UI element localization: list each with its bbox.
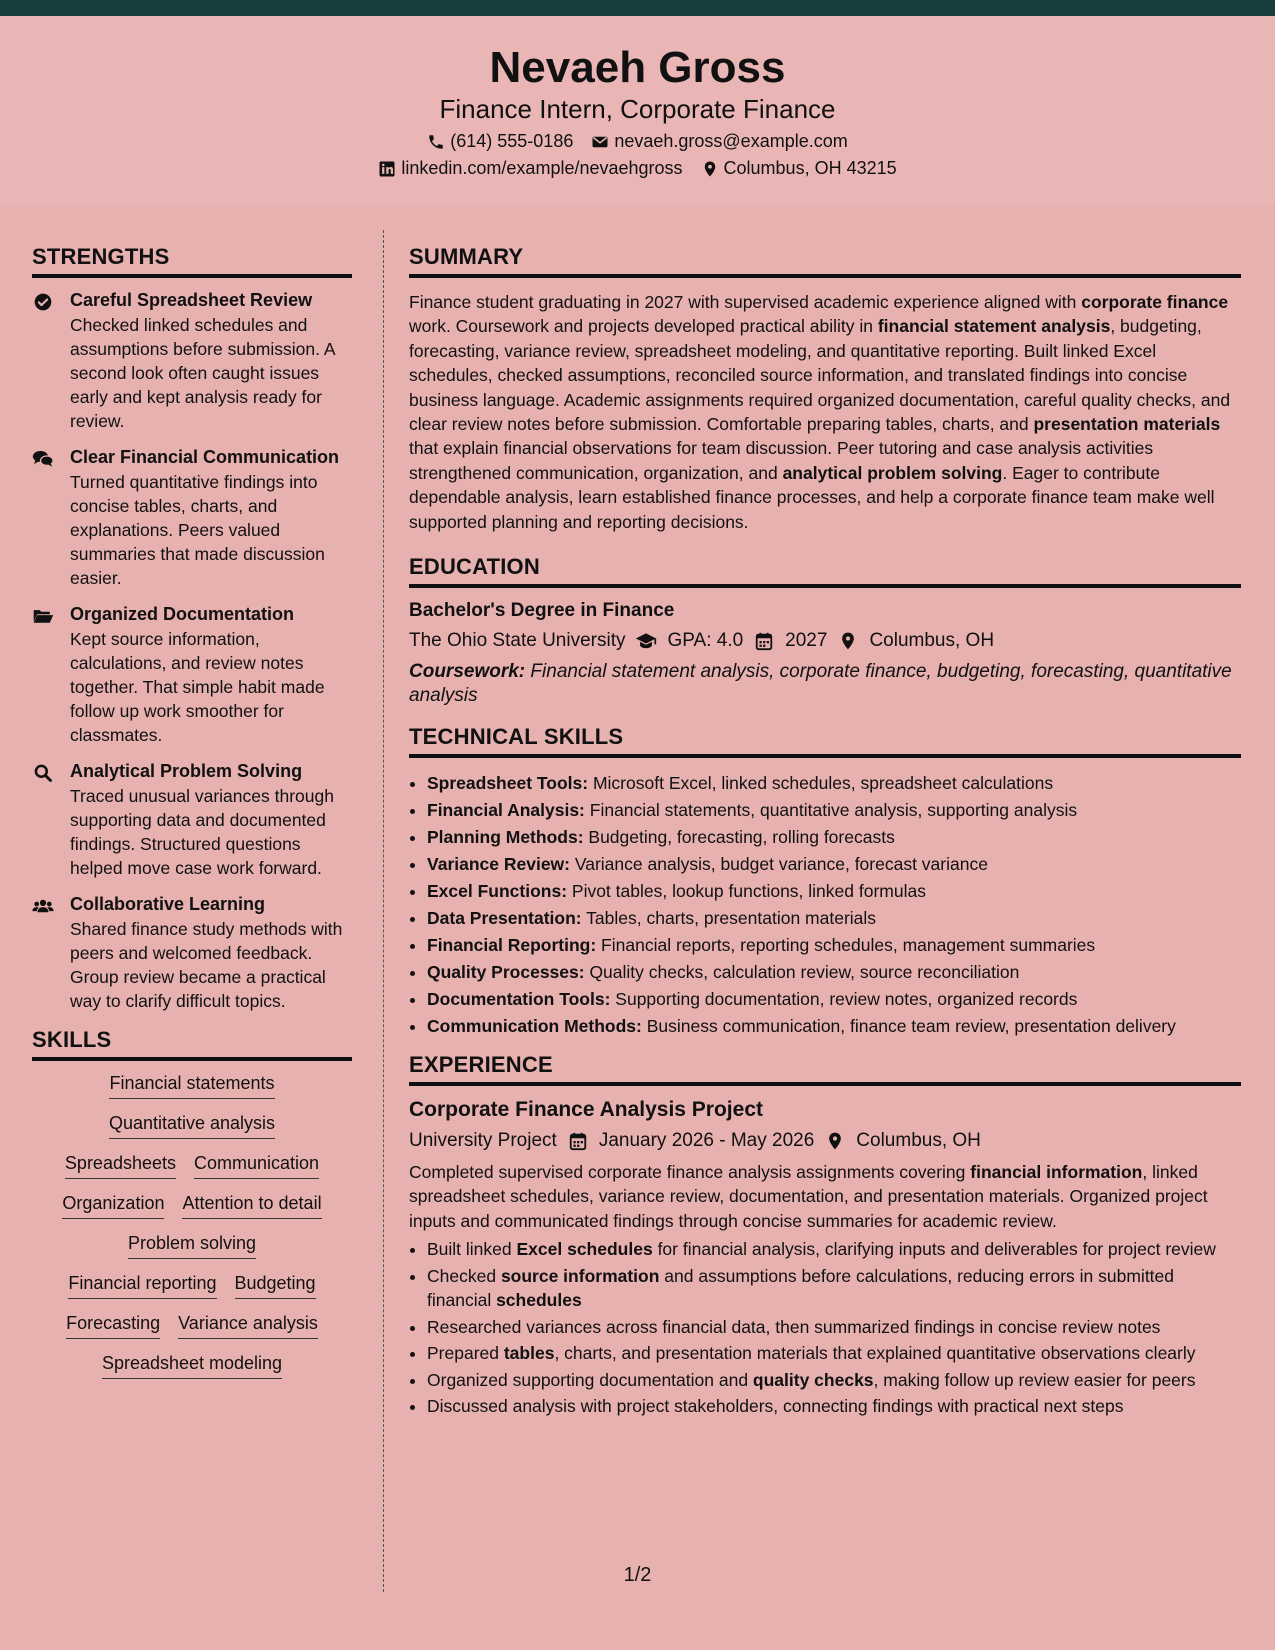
school-location: Columbus, OH — [869, 630, 995, 652]
skill-values: Budgeting, forecasting, rolling forecasts — [583, 827, 895, 848]
text-segment: , charts, and presentation materials that explained quantitative observations clearly — [554, 1343, 1196, 1364]
technical-skills-heading: TECHNICAL SKILLS — [409, 724, 1241, 758]
technical-skill-item — [427, 959, 1241, 986]
skill-values: Variance analysis, budget variance, forecast variance — [570, 854, 988, 875]
location-contact — [701, 158, 897, 179]
text-segment: Built linked — [427, 1239, 517, 1260]
skill-tag: Spreadsheets — [65, 1153, 176, 1179]
strength-body — [70, 604, 352, 747]
text-segment: Organized supporting documentation and — [427, 1369, 753, 1390]
skill-values: Financial statements, quantitative analysis, supporting analysis — [584, 800, 1078, 821]
text-segment: , budgeting, forecasting, variance review, spreadsheet modeling, and quantitative reporting. Built linked Excel schedules, checked assumptions, reconciled source information, and translated findings into concise business language. Academic assignments required organized documentation, careful quality checks, and clear review notes before submission. Comfortable preparing tables, charts, and — [409, 316, 1231, 435]
experience-dates: January 2026 - May 2026 — [598, 1130, 815, 1152]
strengths-list — [32, 290, 352, 1013]
skills-cloud — [32, 1073, 352, 1379]
technical-skill-item — [427, 905, 1241, 932]
experience-bullet — [427, 1341, 1241, 1366]
skill-category: Excel Functions: — [427, 881, 568, 902]
skill-category: Planning Methods: — [427, 827, 584, 848]
skill-values: Pivot tables, lookup functions, linked formulas — [567, 881, 926, 902]
strength-title: Organized Documentation — [70, 604, 295, 624]
skill-values: Financial reports, reporting schedules, management summaries — [596, 935, 1096, 956]
text-segment: Researched variances across financial data, then summarized findings in concise review notes — [427, 1316, 1161, 1337]
skill-category: Data Presentation: — [427, 908, 582, 929]
experience-bullets — [409, 1237, 1241, 1419]
experience-location: Columbus, OH — [856, 1130, 981, 1152]
column-divider — [383, 230, 384, 1592]
strength-description: Shared finance study methods with peers and welcomed feedback. Group review became a practical way to clarify difficult topics. — [70, 919, 343, 1011]
bold-text: presentation materials — [1033, 414, 1221, 435]
bold-text: tables — [503, 1343, 555, 1364]
bold-text: source information — [500, 1265, 660, 1286]
right-column — [409, 244, 1241, 1421]
skills-row — [32, 1113, 352, 1139]
text-segment: . Eager to contribute dependable analysis, learn established finance processes, and help a corporate finance team make well supported planning and reporting decisions. — [409, 462, 1215, 532]
education-details — [409, 630, 1241, 652]
strength-title: Collaborative Learning — [70, 894, 266, 914]
coursework-text: Financial statement analysis, corporate finance, budgeting, forecasting, quantitative analysis — [409, 661, 1232, 707]
skill-tag: Variance analysis — [178, 1313, 318, 1339]
experience-intro — [409, 1160, 1241, 1233]
skill-tag: Financial statements — [109, 1073, 274, 1099]
candidate-title: Finance Intern, Corporate Finance — [439, 94, 836, 125]
page-number: 1/2 — [623, 1564, 652, 1586]
experience-bullet — [427, 1368, 1241, 1393]
text-segment: and assumptions before calculations, reducing errors in submitted financial — [427, 1265, 1175, 1311]
skill-values: Quality checks, calculation review, source reconciliation — [584, 962, 1020, 983]
skills-row — [32, 1153, 352, 1179]
school-name: The Ohio State University — [409, 630, 626, 652]
bold-text: financial statement analysis — [877, 316, 1111, 337]
bold-text: corporate finance — [1081, 292, 1229, 312]
text-segment: Completed supervised corporate finance analysis assignments covering — [409, 1162, 971, 1183]
experience-details — [409, 1130, 1241, 1152]
technical-skill-item — [427, 932, 1241, 959]
strength-item — [32, 894, 352, 1013]
linkedin-icon — [378, 160, 396, 178]
skill-values: Business communication, finance team review, presentation delivery — [641, 1016, 1176, 1037]
gpa-text: GPA: 4.0 — [667, 630, 744, 652]
skills-heading: SKILLS — [32, 1027, 352, 1061]
experience-role: Corporate Finance Analysis Project — [409, 1098, 763, 1122]
map-marker-icon — [701, 160, 719, 178]
candidate-name: Nevaeh Gross — [489, 43, 786, 92]
map-marker-icon — [837, 631, 859, 651]
folder-open-icon — [32, 604, 56, 747]
experience-org: University Project — [409, 1130, 557, 1152]
technical-skill-item — [427, 824, 1241, 851]
skill-tag: Communication — [194, 1153, 319, 1179]
strength-description: Kept source information, calculations, and review notes together. That simple habit made follow up work smoother for classmates. — [70, 629, 325, 745]
technical-skill-item — [427, 851, 1241, 878]
strength-title: Clear Financial Communication — [70, 447, 340, 467]
skill-tag: Quantitative analysis — [109, 1113, 275, 1139]
skill-tag: Organization — [62, 1193, 164, 1219]
skill-tag: Budgeting — [235, 1273, 316, 1299]
users-icon — [32, 894, 56, 1013]
strength-title: Careful Spreadsheet Review — [70, 290, 313, 310]
experience-bullet — [427, 1315, 1241, 1340]
location-text: Columbus, OH 43215 — [723, 158, 897, 179]
skill-category: Spreadsheet Tools: — [427, 773, 589, 794]
text-segment: , making follow up review easier for peers — [873, 1369, 1196, 1390]
strength-description: Traced unusual variances through supporting data and documented findings. Structured questions helped move case work forward. — [70, 786, 334, 878]
graduation-cap-icon — [635, 631, 657, 651]
bold-text: analytical problem solving — [782, 462, 1003, 483]
phone-contact — [427, 131, 573, 152]
experience-bullet — [427, 1394, 1241, 1419]
skill-tag: Spreadsheet modeling — [102, 1353, 282, 1379]
strength-body — [70, 290, 352, 433]
coursework-label: Coursework: — [409, 661, 526, 683]
skill-category: Financial Reporting: — [427, 935, 597, 956]
text-segment: Finance student graduating in 2027 with supervised academic experience aligned with — [409, 292, 1082, 312]
skills-row — [32, 1353, 352, 1379]
skills-row — [32, 1273, 352, 1299]
resume-header — [0, 16, 1275, 204]
bold-text: Excel schedules — [516, 1239, 653, 1260]
skill-tag: Problem solving — [128, 1233, 256, 1259]
text-segment: , linked spreadsheet schedules, variance review, documentation, and presentation materials. Organized project inputs and communicated findings through concise summaries for academic review. — [409, 1162, 1208, 1231]
bold-text: quality checks — [752, 1369, 874, 1390]
strength-body — [70, 447, 352, 590]
strength-item — [32, 447, 352, 590]
linkedin-contact[interactable] — [378, 158, 682, 179]
strength-body — [70, 894, 352, 1013]
skill-category: Variance Review: — [427, 854, 570, 875]
strength-item — [32, 761, 352, 880]
text-segment: for financial analysis, clarifying inputs and deliverables for project review — [652, 1239, 1216, 1260]
summary-heading: SUMMARY — [409, 244, 1241, 278]
bold-text: schedules — [496, 1290, 582, 1311]
strength-item — [32, 604, 352, 747]
email-contact[interactable] — [591, 131, 847, 152]
text-segment: Checked — [427, 1265, 501, 1286]
phone-text: (614) 555-0186 — [450, 131, 574, 152]
technical-skills-list — [409, 770, 1241, 1040]
text-segment: Prepared — [427, 1343, 504, 1364]
skill-tag: Forecasting — [66, 1313, 160, 1339]
linkedin-text[interactable]: linkedin.com/example/nevaehgross — [401, 158, 683, 179]
skill-values: Microsoft Excel, linked schedules, spreadsheet calculations — [588, 773, 1054, 794]
skills-row — [32, 1073, 352, 1099]
strength-description: Checked linked schedules and assumptions before submission. A second look often caught issues early and kept analysis ready for review. — [70, 315, 335, 431]
resume-body — [0, 204, 1275, 1650]
check-circle-icon — [32, 290, 56, 433]
degree-name: Bachelor's Degree in Finance — [409, 600, 675, 622]
skill-tag: Financial reporting — [68, 1273, 216, 1299]
calendar-icon — [753, 631, 775, 651]
left-column — [32, 244, 352, 1393]
strength-item — [32, 290, 352, 433]
experience-heading: EXPERIENCE — [409, 1052, 1241, 1086]
graduation-year: 2027 — [785, 630, 828, 652]
skills-row — [32, 1313, 352, 1339]
skills-row — [32, 1233, 352, 1259]
coursework — [409, 660, 1241, 708]
experience-bullet — [427, 1237, 1241, 1262]
phone-icon — [427, 133, 445, 151]
comments-icon — [32, 447, 56, 590]
technical-skill-item — [427, 878, 1241, 905]
skills-row — [32, 1193, 352, 1219]
skill-category: Quality Processes: — [427, 962, 585, 983]
summary-text — [409, 290, 1241, 534]
contact-row-1 — [0, 131, 1275, 152]
technical-skill-item — [427, 797, 1241, 824]
text-segment: Discussed analysis with project stakeholders, connecting findings with practical next steps — [427, 1396, 1124, 1417]
experience-bullet — [427, 1264, 1241, 1313]
text-segment: work. Coursework and projects developed practical ability in — [409, 316, 878, 337]
calendar-icon — [567, 1131, 589, 1151]
technical-skill-item — [427, 986, 1241, 1013]
strength-body — [70, 761, 352, 880]
skill-category: Documentation Tools: — [427, 989, 611, 1010]
bold-text: financial information — [970, 1162, 1143, 1183]
strengths-heading: STRENGTHS — [32, 244, 352, 278]
skill-category: Financial Analysis: — [427, 800, 585, 821]
top-bar — [0, 0, 1275, 16]
strength-title: Analytical Problem Solving — [70, 761, 303, 781]
education-heading: EDUCATION — [409, 554, 1241, 588]
email-text[interactable]: nevaeh.gross@example.com — [614, 131, 848, 152]
skill-category: Communication Methods: — [427, 1016, 642, 1037]
skill-values: Supporting documentation, review notes, organized records — [610, 989, 1078, 1010]
strength-description: Turned quantitative findings into concise tables, charts, and explanations. Peers valued summaries that made discussion easier. — [70, 472, 325, 588]
skill-tag: Attention to detail — [182, 1193, 321, 1219]
map-marker-icon — [824, 1131, 846, 1151]
text-segment: that explain financial observations for team discussion. Peer tutoring and case analysis activities strengthened communication, organization, and — [409, 438, 1154, 483]
search-icon — [32, 761, 56, 880]
technical-skill-item — [427, 1013, 1241, 1040]
contact-row-2 — [0, 158, 1275, 179]
skill-values: Tables, charts, presentation materials — [581, 908, 877, 929]
envelope-icon — [591, 133, 609, 151]
technical-skill-item — [427, 770, 1241, 797]
